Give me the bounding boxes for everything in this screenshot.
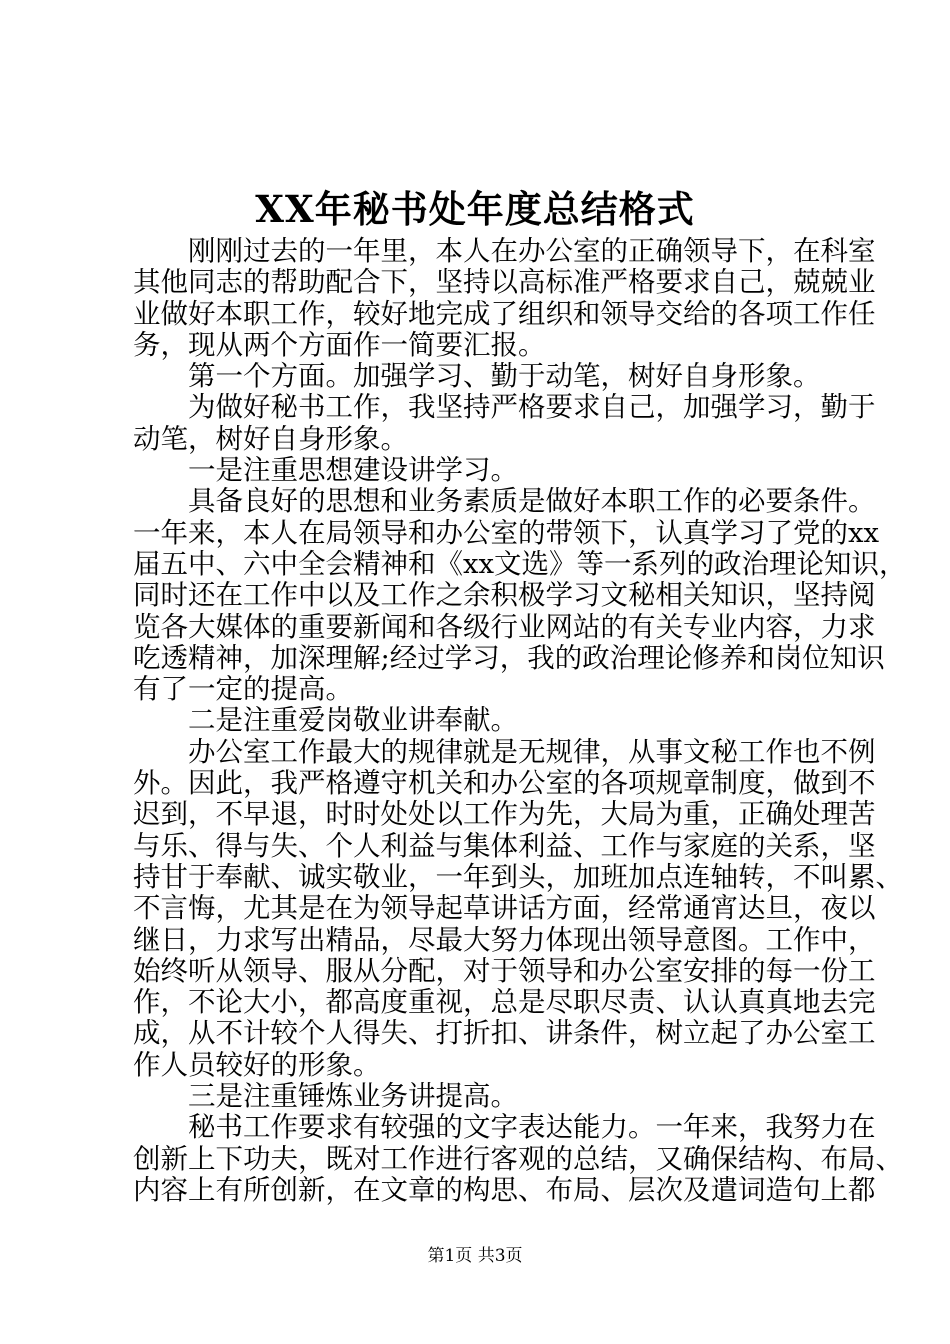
text-line: 一年来，本人在局领导和办公室的带领下，认真学习了党的xx [133,516,880,549]
text-line: 成，从不计较个人得失、打折扣、讲条件，树立起了办公室工 [133,1017,876,1050]
text-line: 务，现从两个方面作一简要汇报。 [133,328,546,361]
text-line: 创新上下功夫，既对工作进行客观的总结，又确保结构、布局、 [133,1142,903,1175]
text-line: 其他同志的帮助配合下，坚持以高标准严格要求自己，兢兢业 [133,266,876,299]
text-line: 吃透精神，加深理解;经过学习，我的政治理论修养和岗位知识 [133,641,885,674]
section-heading: 第一个方面。加强学习、勤于动笔，树好自身形象。 [188,360,821,393]
text-line: 与乐、得与失、个人利益与集体利益、工作与家庭的关系，坚 [133,829,876,862]
text-line: 内容上有所创新，在文章的构思、布局、层次及遣词造句上都 [133,1173,876,1206]
text-line: 秘书工作要求有较强的文字表达能力。一年来，我努力在 [188,1111,876,1144]
text-line: 届五中、六中全会精神和《xx文选》等一系列的政治理论知识， [133,547,907,580]
text-line: 为做好秘书工作，我坚持严格要求自己，加强学习，勤于 [188,391,876,424]
text-line: 办公室工作最大的规律就是无规律，从事文秘工作也不例 [188,735,876,768]
text-line: 外。因此，我严格遵守机关和办公室的各项规章制度，做到不 [133,767,876,800]
text-line: 继日，力求写出精品，尽最大努力体现出领导意图。工作中， [133,923,876,956]
text-line: 同时还在工作中以及工作之余积极学习文秘相关知识，坚持阅 [133,579,876,612]
text-line: 作，不论大小，都高度重视，总是尽职尽责、认认真真地去完 [133,986,876,1019]
document-body [133,235,907,1206]
text-line: 业做好本职工作，较好地完成了组织和领导交给的各项工作任 [133,297,876,330]
page-footer: 第1页 共3页 [427,1246,523,1266]
text-line: 动笔，树好自身形象。 [133,422,408,455]
text-line: 持甘于奉献、诚实敬业，一年到头，加班加点连轴转，不叫累、 [133,860,903,893]
document-title: XX年秘书处年度总结格式 [255,187,695,231]
subsection-heading: 一是注重思想建设讲学习。 [188,454,518,487]
text-line: 有了一定的提高。 [133,673,353,706]
text-line: 刚刚过去的一年里，本人在办公室的正确领导下，在科室 [188,235,876,267]
text-line: 览各大媒体的重要新闻和各级行业网站的有关专业内容，力求 [133,610,876,643]
text-line: 具备良好的思想和业务素质是做好本职工作的必要条件。 [188,485,876,518]
subsection-heading: 三是注重锤炼业务讲提高。 [188,1080,518,1113]
text-line: 迟到，不早退，时时处处以工作为先，大局为重，正确处理苦 [133,798,876,831]
subsection-heading: 二是注重爱岗敬业讲奉献。 [188,704,518,737]
text-line: 始终听从领导、服从分配，对于领导和办公室安排的每一份工 [133,954,876,987]
text-line: 作人员较好的形象。 [133,1048,381,1081]
text-line: 不言悔，尤其是在为领导起草讲话方面，经常通宵达旦，夜以 [133,892,876,925]
